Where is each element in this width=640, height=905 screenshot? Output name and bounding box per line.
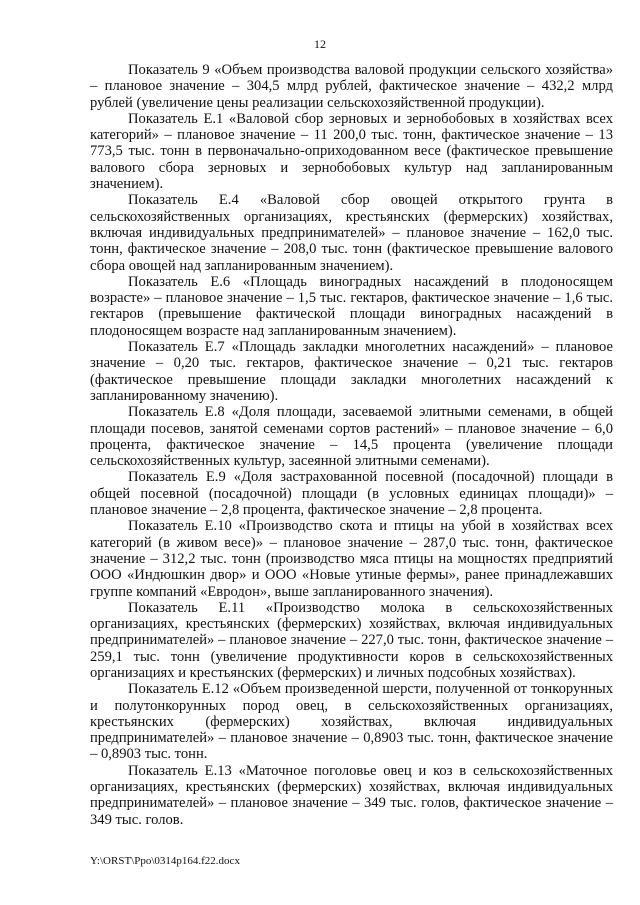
- paragraph-indicator-e11: Показатель Е.11 «Производство молока в сельскохозяйственных организациях, крестьянских (фермерских) хозяйствах, включая индивидуальных предпринимателей» – плановое значение – 227,0 тыс. тонн, фактическое значение – 259,1 тыс. тонн (увеличение продуктивности коров в сельскохозяйственных организациях и крестьянских (фермерских) и личных подсобных хозяйствах).: [90, 599, 613, 681]
- paragraph-indicator-9: Показатель 9 «Объем производства валовой продукции сельского хозяйства» – плановое значение – 304,5 млрд рублей, фактическое значение – 432,2 млрд рублей (увеличение цены реализации сельскохозяйственной продукции).: [90, 62, 613, 111]
- paragraph-indicator-e1: Показатель Е.1 «Валовой сбор зерновых и зернобобовых в хозяйствах всех категорий» – плановое значение – 11 200,0 тыс. тонн, фактическое значение – 13 773,5 тыс. тонн в первоначально-оприходованном весе (фактическое превышение валового сбора зерновых и зернобобовых культур над запланированным значением).: [90, 110, 613, 193]
- paragraph-indicator-e9: Показатель Е.9 «Доля застрахованной посевной (посадочной) площади в общей посевной (посадочной) площади (в условных единицах площади)» – плановое значение – 2,8 процента, фактическое значение – 2,8 процента.: [90, 469, 613, 519]
- paragraph-indicator-e4: Показатель Е.4 «Валовой сбор овощей открытого грунта в сельскохозяйственных организациях, крестьянских (фермерских) хозяйствах, включая индивидуальных предпринимателей» – плановое значение – 162,0 тыс. тонн, фактическое значение – 208,0 тыс. тонн (фактическое превышение валового сбора овощей над запланированным значением).: [90, 192, 613, 274]
- paragraph-indicator-e12: Показатель Е.12 «Объем произведенной шерсти, полученной от тонкорунных и полутонкорунных пород овец, в сельскохозяйственных организациях, крестьянских (фермерских) хозяйствах, включая индивидуальных предпринимателей» – плановое значение – 0,8903 тыс. тонн, фактическое значение – 0,8903 тыс. тонн.: [90, 681, 613, 763]
- paragraph-indicator-e7: Показатель Е.7 «Площадь закладки многолетних насаждений» – плановое значение – 0,20 тыс. гектаров, фактическое значение – 0,21 тыс. гектаров (фактическое превышение площади закладки многолетних насаждений к запланированному значению).: [90, 339, 613, 404]
- paragraph-indicator-e6: Показатель Е.6 «Площадь виноградных насаждений в плодоносящем возрасте» – плановое значение – 1,5 тыс. гектаров, фактическое значение – 1,6 тыс. гектаров (превышение фактической площади виноградных насаждений в плодоносящем возрасте над запланированным значением).: [90, 273, 613, 339]
- paragraph-indicator-e8: Показатель Е.8 «Доля площади, засеваемой элитными семенами, в общей площади посевов, занятой семенами сортов растений» – плановое значение – 6,0 процента, фактическое значение – 14,5 процента (увеличение площади сельскохозяйственных культур, засеянной элитными семенами).: [90, 404, 613, 470]
- document-body: [90, 62, 613, 828]
- paragraph-indicator-e13: Показатель Е.13 «Маточное поголовье овец и коз в сельскохозяйственных организациях, крестьянских (фермерских) хозяйствах, включая индивидуальных предпринимателей» – плановое значение – 349 тыс. голов, фактическое значение – 349 тыс. голов.: [90, 762, 613, 828]
- page-number: 12: [314, 37, 326, 51]
- paragraph-indicator-e10: Показатель Е.10 «Производство скота и птицы на убой в хозяйствах всех категорий (в живом весе)» – плановое значение – 287,0 тыс. тонн, фактическое значение – 312,2 тыс. тонн (производство мяса птицы на мощностях предприятий ООО «Индюшкин двор» и ООО «Новые утиные фермы», ранее принадлежавших группе компаний «Евродон», выше запланированного значения).: [90, 518, 613, 600]
- file-path-footer: Y:\ORST\Ppo\0314p164.f22.docx: [90, 855, 240, 867]
